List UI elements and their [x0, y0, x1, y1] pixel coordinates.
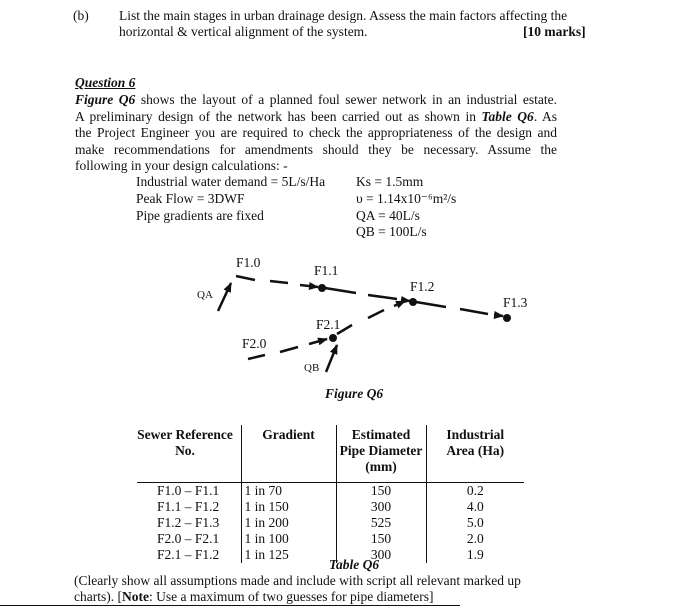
inflow-arrow-qa — [218, 283, 231, 311]
pipe-f21-f12 — [337, 301, 405, 334]
footer-line1: (Clearly show all assumptions made and include with script all relevant marked up — [74, 573, 521, 588]
cell-gradient: 1 in 125 — [244, 546, 289, 562]
table-row — [137, 515, 524, 531]
assumption-ks: Ks = 1.5mm — [356, 174, 424, 189]
node-f11 — [318, 284, 326, 292]
table-row — [137, 499, 524, 515]
question-heading: Question 6 — [75, 75, 136, 90]
pipe-f12-f13 — [416, 302, 503, 316]
figure-caption: Figure Q6 — [325, 386, 384, 401]
footer-line2: charts). [Note: Use a maximum of two guesses for pipe diameters] — [74, 589, 434, 604]
note-label: Note — [121, 589, 149, 604]
cell-gradient: 1 in 150 — [244, 498, 289, 514]
assumption-qb: QB = 100L/s — [356, 224, 427, 239]
cell-ref: F2.1 – F1.2 — [157, 546, 220, 562]
table-row — [137, 531, 524, 547]
table-header-area: Industrial Area (Ha) — [446, 427, 505, 458]
table-header-row — [137, 425, 524, 482]
cell-ref: F1.0 – F1.1 — [157, 482, 220, 498]
cell-diameter: 150 — [370, 482, 392, 498]
cell-diameter: 150 — [370, 530, 392, 546]
table-caption: Table Q6 — [329, 557, 380, 572]
cell-area: 1.9 — [466, 546, 484, 562]
question-line4: make recommendations for amendments should they be necessary. Assume the — [75, 141, 557, 157]
assumption-water-demand: Industrial water demand = 5L/s/Ha — [136, 174, 326, 189]
cell-gradient: 1 in 200 — [244, 514, 289, 530]
node-label-f12: F1.2 — [410, 279, 435, 294]
table-header-ref: Sewer Reference No. — [137, 427, 233, 458]
cell-gradient: 1 in 100 — [244, 530, 289, 546]
part-b-line2: horizontal & vertical alignment of the system. — [119, 24, 368, 39]
cell-gradient: 1 in 70 — [244, 482, 283, 498]
table-ref: Table Q6 — [481, 108, 534, 124]
node-label-f21: F2.1 — [316, 317, 341, 332]
inflow-label-qb: QB — [304, 362, 320, 374]
node-label-f10: F1.0 — [236, 255, 261, 270]
cell-ref: F1.2 – F1.3 — [157, 514, 220, 530]
pipe-design-table — [137, 425, 524, 563]
question-line2: A preliminary design of the network has been carried out as shown in Table Q6. As — [75, 108, 557, 124]
cell-ref: F1.1 – F1.2 — [157, 498, 220, 514]
inflow-arrow-qb — [326, 345, 337, 372]
part-b-label: (b) — [73, 8, 89, 23]
inflow-label-qa: QA — [197, 289, 213, 301]
cell-diameter: 525 — [370, 514, 392, 530]
table-row — [137, 482, 524, 499]
node-label-f20: F2.0 — [242, 336, 267, 351]
node-label-f13: F1.3 — [503, 295, 528, 310]
cell-area: 5.0 — [466, 514, 484, 530]
cell-area: 2.0 — [466, 530, 484, 546]
cell-diameter: 300 — [370, 498, 392, 514]
cell-area: 4.0 — [466, 498, 484, 514]
part-b-line1: List the main stages in urban drainage design. Assess the main factors affecting the — [119, 8, 568, 23]
question-line3: the Project Engineer you are required to check the appropriateness of the design and — [75, 125, 557, 140]
node-f21 — [329, 334, 337, 342]
assumption-qa: QA = 40L/s — [356, 208, 420, 223]
cell-diameter: 300 — [370, 546, 392, 562]
node-f13 — [503, 314, 511, 322]
question-line5: following in your design calculations: - — [75, 158, 288, 173]
part-b-marks: [10 marks] — [523, 24, 586, 39]
cell-ref: F2.0 – F2.1 — [157, 530, 220, 546]
table-header-diameter: Estimated Pipe Diameter (mm) — [339, 427, 423, 474]
question-line1: Figure Q6 shows the layout of a planned foul sewer network in an industrial estate. — [75, 92, 557, 107]
pipe-f11-f12 — [325, 288, 410, 301]
table-header-gradient: Gradient — [262, 427, 315, 442]
assumption-viscosity: υ = 1.14x10⁻⁶m²/s — [356, 191, 457, 206]
node-f12 — [409, 298, 417, 306]
pipe-f10-f11 — [236, 276, 318, 287]
assumption-gradients: Pipe gradients are fixed — [136, 208, 264, 223]
figure-ref: Figure Q6 — [75, 92, 136, 107]
assumption-peak-flow: Peak Flow = 3DWF — [136, 191, 245, 206]
node-label-f11: F1.1 — [314, 263, 339, 278]
cell-area: 0.2 — [466, 482, 484, 498]
